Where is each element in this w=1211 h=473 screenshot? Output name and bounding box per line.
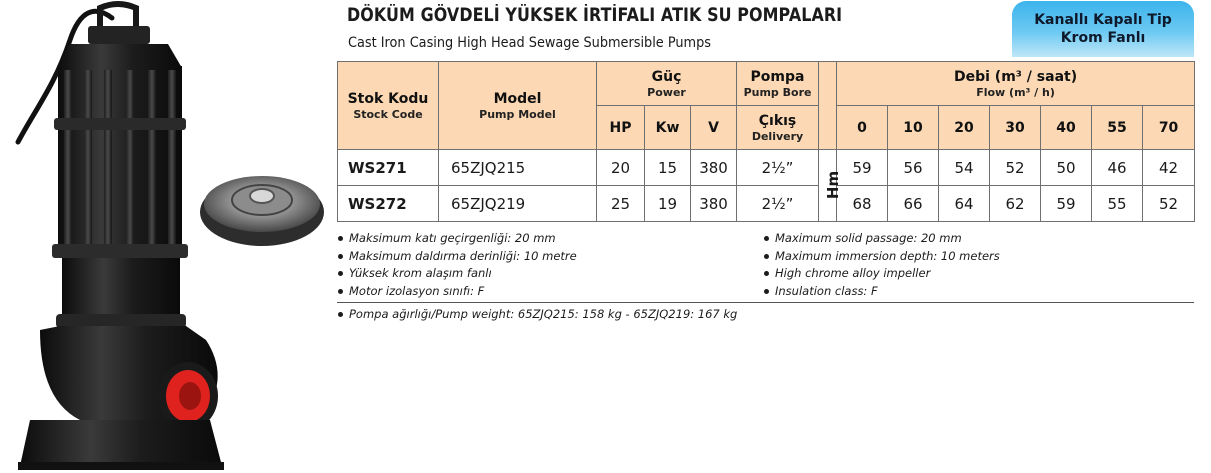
unit-hp: HP [597,106,645,150]
model-header [439,62,597,150]
spec-table [337,61,1195,222]
stock-code-cell: WS271 [338,150,439,186]
head-cell: 55 [1092,186,1143,222]
delivery-cell: 2½” [737,150,819,186]
head-cell: 54 [939,150,990,186]
head-unit-label: Hm [824,170,843,200]
head-unit-cell [819,150,843,222]
note-text: Maximum solid passage: 20 mm [775,231,962,245]
power-header-en: Power [647,85,686,99]
hp-cell: 20 [597,150,645,186]
bullet-icon [764,289,769,294]
pump-header-en: Pump Bore [743,85,812,99]
stock-code-cell: WS272 [338,186,439,222]
delivery-cell: 2½” [737,186,819,222]
flow-30: 30 [990,106,1041,150]
model-cell: 65ZJQ219 [439,186,597,222]
bullet-icon [338,271,343,276]
flow-header-tr: Debi (m³ / saat) [954,68,1078,85]
power-header [597,62,737,106]
unit-v: V [691,106,737,150]
note-text: High chrome alloy impeller [775,266,931,280]
head-cell: 52 [990,150,1041,186]
flow-70: 70 [1143,106,1195,150]
list-item [338,248,577,266]
voltage-cell: 380 [691,186,737,222]
spacer-header [819,62,837,150]
flow-40: 40 [1041,106,1092,150]
bullet-icon [764,236,769,241]
bullet-icon [764,271,769,276]
badge-line-1: Kanallı Kapalı Tip [1034,12,1172,28]
kw-cell: 19 [645,186,691,222]
stock-code-header-tr: Stok Kodu [347,90,429,107]
model-header-tr: Model [493,90,542,107]
power-header-tr: Güç [651,68,682,85]
head-cell: 52 [1143,186,1195,222]
outlet-header-tr: Çıkış [758,112,797,129]
pump-illustration [0,0,330,473]
badge-line-2: Krom Fanlı [1060,30,1146,46]
hp-cell: 25 [597,186,645,222]
outlet-header-en: Delivery [751,129,804,143]
flow-0: 0 [837,106,888,150]
pump-image [0,0,330,473]
model-cell: 65ZJQ215 [439,150,597,186]
head-cell: 59 [1041,186,1092,222]
kw-cell: 15 [645,150,691,186]
flow-20: 20 [939,106,990,150]
list-item [764,230,1000,248]
pump-header [737,62,819,106]
flow-55: 55 [1092,106,1143,150]
page-subtitle: Cast Iron Casing High Head Sewage Submersible Pumps [348,35,711,51]
head-cell: 59 [837,150,888,186]
list-item [338,265,577,283]
stock-code-header [338,62,439,150]
list-item [338,283,577,301]
page-title: DÖKÜM GÖVDELİ YÜKSEK İRTİFALI ATIK SU POMPALARI [347,5,843,26]
note-text: Maksimum daldırma derinliği: 10 metre [349,248,577,263]
table-row [338,150,1195,186]
list-item [764,265,1000,283]
list-item [764,248,1000,266]
bullet-icon [338,289,343,294]
bullet-icon [338,236,343,241]
flow-10: 10 [888,106,939,150]
bullet-icon [764,254,769,259]
weight-note [338,306,737,323]
unit-kw: Kw [645,106,691,150]
note-text: Yüksek krom alaşım fanlı [349,266,492,280]
list-item [338,230,577,248]
notes-english [764,230,1000,300]
head-cell: 66 [888,186,939,222]
weight-note-text: Pompa ağırlığı/Pump weight: 65ZJQ215: 158 kg - 65ZJQ219: 167 kg [349,307,738,321]
outlet-header [737,106,819,150]
note-text: Insulation class: F [775,283,878,298]
head-cell: 42 [1143,150,1195,186]
note-text: Motor izolasyon sınıfı: F [349,283,485,298]
head-cell: 68 [837,186,888,222]
type-badge [1012,1,1194,57]
head-cell: 64 [939,186,990,222]
voltage-cell: 380 [691,150,737,186]
pump-header-tr: Pompa [750,68,805,85]
notes-turkish [338,230,577,300]
note-text: Maximum immersion depth: 10 meters [775,248,1000,263]
bullet-icon [338,312,343,317]
table-row [338,186,1195,222]
bullet-icon [338,254,343,259]
head-cell: 50 [1041,150,1092,186]
flow-header-en: Flow (m³ / h) [976,85,1055,99]
note-text: Maksimum katı geçirgenliği: 20 mm [349,231,556,245]
head-cell: 46 [1092,150,1143,186]
stock-code-header-en: Stock Code [353,107,423,121]
head-cell: 62 [990,186,1041,222]
head-cell: 56 [888,150,939,186]
model-header-en: Pump Model [479,107,556,121]
notes-divider [337,302,1194,303]
flow-header [837,62,1195,106]
list-item [764,283,1000,301]
